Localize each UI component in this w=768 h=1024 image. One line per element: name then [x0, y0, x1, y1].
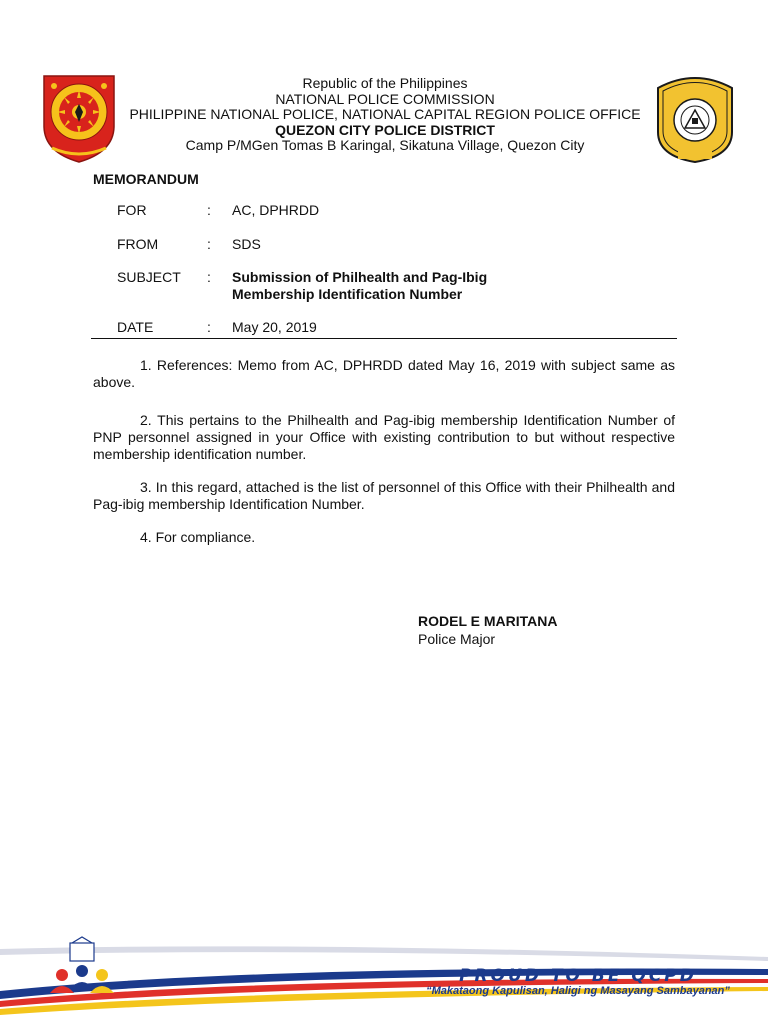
slogan-tagline: “Makataong Kapulisan, Haligi ng Masayang Sambayanan” [426, 985, 730, 997]
from-colon: : [207, 236, 211, 252]
subject-line-2: Membership Identification Number [232, 286, 463, 302]
paragraph-4-text: 4. For compliance. [140, 529, 256, 545]
date-value: May 20, 2019 [232, 319, 317, 335]
letterhead-qcpd: QUEZON CITY POLICE DISTRICT [275, 121, 495, 138]
paragraph-1 [93, 357, 675, 391]
from-label: FROM [117, 236, 159, 252]
subject-label: SUBJECT [117, 269, 181, 285]
subject-value [232, 269, 487, 303]
for-value: AC, DPHRDD [232, 202, 320, 218]
date-label: DATE [117, 319, 154, 335]
date-colon: : [207, 319, 211, 335]
paragraph-4 [93, 529, 675, 546]
paragraph-2 [93, 412, 675, 463]
letterhead-republic: Republic of the Philippines [302, 75, 468, 91]
paragraph-1-text: 1. References: Memo from AC, DPHRDD dated May 16, 2019 with subject same as above. [93, 357, 675, 390]
slogan-title: PROUD TO BE QCPD [459, 966, 697, 986]
for-colon: : [207, 202, 211, 218]
paragraph-3 [93, 479, 675, 513]
for-label: FOR [117, 202, 147, 218]
signatory-title: Police Major [418, 631, 496, 647]
letterhead-address: Camp P/MGen Tomas B Karingal, Sikatuna Village, Quezon City [185, 137, 585, 153]
paragraph-2-text: 2. This pertains to the Philhealth and Pag-ibig membership Identification Number of PNP personnel assigned in your Office with existing contribution to but without respective membership identification number. [93, 412, 675, 462]
letterhead-napolcom: NATIONAL POLICE COMMISSION [275, 90, 495, 107]
paragraph-3-text: 3. In this regard, attached is the list of personnel of this Office with their Philhealth and Pag-ibig membership Identification Number. [93, 479, 675, 512]
signatory-name: RODEL E MARITANA [418, 613, 558, 629]
from-value: SDS [232, 236, 261, 252]
letterhead [100, 76, 670, 154]
header-divider [91, 338, 677, 339]
memo-title: MEMORANDUM [93, 171, 199, 187]
subject-colon: : [207, 269, 211, 285]
letterhead-pnp-ncrpo: PHILIPPINE NATIONAL POLICE, NATIONAL CAPITAL REGION POLICE OFFICE [129, 106, 641, 122]
subject-line-1: Submission of Philhealth and Pag-Ibig [232, 269, 488, 285]
footer-slogan [418, 966, 738, 997]
